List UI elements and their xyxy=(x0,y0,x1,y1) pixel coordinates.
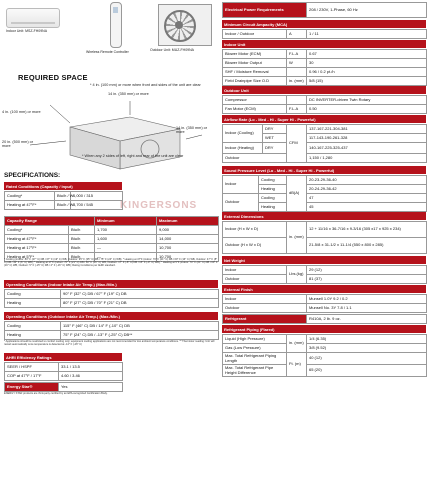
required-space-title: REQUIRED SPACE xyxy=(18,73,88,82)
row-mode: Heating xyxy=(259,185,287,194)
row-label: Max. Total Refrigerant Piping Length xyxy=(223,353,287,365)
ahri-header: AHRI Efficiency Ratings xyxy=(4,353,122,361)
table-row xyxy=(223,275,427,284)
row-value: 140-167-225-325-437 xyxy=(307,143,427,154)
row-label: Heating at 5°F* xyxy=(5,253,69,262)
capacity-range-table xyxy=(4,216,219,262)
mca-table xyxy=(222,29,427,39)
row-value: 115° F (46° C) DB / 14° F (-10° C) DB xyxy=(61,322,219,331)
row-unit: Btu/h / W xyxy=(55,192,71,201)
table-row xyxy=(223,68,427,77)
row-max: 14,000 xyxy=(157,235,219,244)
row-unit: Btu/h xyxy=(69,235,95,244)
row-label: Cooling xyxy=(5,322,61,331)
finish-header: External Finish xyxy=(222,285,426,293)
row-label: Blower Motor Output xyxy=(223,59,287,68)
row-unit: Btu/h xyxy=(69,253,95,262)
finish-table xyxy=(222,294,427,313)
row-value: 30 xyxy=(307,59,427,68)
refrigerant-value: R410A, 2 lb. 9 oz. xyxy=(307,315,427,324)
table-row xyxy=(5,299,219,308)
dim-label-2: 14 in. (350 mm) or more xyxy=(108,92,149,96)
outdoor-unit-caption: Outdoor Unit: MUZ-FH09NA xyxy=(150,48,194,52)
outdoor-unit-table xyxy=(222,95,427,114)
weight-unit: Lbs.(kg) xyxy=(287,266,307,284)
row-label: Cooling* xyxy=(5,192,55,201)
row-label: Heating xyxy=(5,299,61,308)
dimensions-table xyxy=(222,221,427,254)
row-value: 75° F (24° C) DB / -13° F (-25° C) DB** xyxy=(61,331,219,340)
row-label: Fan Motor (ECM) xyxy=(223,105,287,114)
row-mode: Cooling xyxy=(259,176,287,185)
row-max: 10,700 xyxy=(157,244,219,253)
table-row xyxy=(223,335,427,344)
remote-controller-image xyxy=(110,2,122,48)
indoor-temp-table xyxy=(4,289,219,308)
outdoor-unit-header: Outdoor Unit xyxy=(222,86,426,94)
indoor-unit-table xyxy=(222,49,427,86)
row-group: Indoor (Heating) xyxy=(223,143,263,154)
row-unit: Btu/h xyxy=(69,244,95,253)
row-mode: DRY xyxy=(263,143,287,154)
row-label: Compressor xyxy=(223,96,287,105)
row-value: 40 (12) xyxy=(307,353,427,365)
indoor-unit-caption: Indoor Unit: MSZ-FH09NA xyxy=(6,29,48,33)
row-value: 6,000 / 315 xyxy=(71,192,123,201)
table-row xyxy=(223,154,427,163)
row-max: 10,700 xyxy=(157,253,219,262)
row-label: Heating at 17°F* xyxy=(5,244,69,253)
outdoor-temp-footnote: * Applications should be restricted to comfort cooling only; equipment cooling applications are not recommended for low ambient temperature conditions. ** Thermistor reading: Unit will restart automatically once temperature is detected at -14° F (-26° C) xyxy=(4,340,215,347)
table-row xyxy=(223,222,427,238)
table-row xyxy=(223,59,427,68)
required-space-note-top: * 4 in. (100 mm) or more when front and sides of the unit are clear xyxy=(90,83,201,87)
row-unit: in. (mm) xyxy=(287,77,307,86)
table-row xyxy=(5,192,123,201)
power-label: Electrical Power Requirements xyxy=(223,3,307,18)
table-row xyxy=(223,176,427,185)
row-value: 80° F (27° C) DB / 70° F (21° C) DB xyxy=(61,299,219,308)
table-row xyxy=(5,235,219,244)
row-unit: Btu/h xyxy=(69,226,95,235)
table-row xyxy=(223,238,427,254)
row-value: 0.96 / 0.2 pt./h xyxy=(307,68,427,77)
outdoor-unit-image xyxy=(158,4,212,46)
rated-conditions-header: Rated Conditions (Capacity / Input) xyxy=(4,182,122,190)
dim-label-4: 14 in. (350 mm) or more xyxy=(176,126,208,135)
table-row xyxy=(223,353,427,365)
row-value: 90° F (32° C) DB / 67° F (19° C) DB xyxy=(61,290,219,299)
power-table xyxy=(222,2,427,18)
refrigerant-table xyxy=(222,314,427,324)
row-unit: A xyxy=(287,30,307,39)
row-unit: Ft. (m) xyxy=(287,353,307,377)
row-unit xyxy=(287,68,307,77)
table-row xyxy=(5,226,219,235)
row-label: Heating xyxy=(5,331,61,340)
row-value: 5/8 (15) xyxy=(307,77,427,86)
row-mode: DRY xyxy=(263,125,287,134)
table-row xyxy=(223,3,427,18)
row-label: Field Drainpipe Size O.D xyxy=(223,77,287,86)
weight-table xyxy=(222,265,427,284)
airflow-unit: CFM xyxy=(287,125,307,163)
table-row xyxy=(223,30,427,39)
row-label: Indoor (H x W x D) xyxy=(223,222,287,238)
row-unit: in. (mm) xyxy=(287,335,307,353)
row-value: 1 / 11 xyxy=(307,30,427,39)
weight-header: Net Weight xyxy=(222,256,426,264)
row-label: Outdoor (H x W x D) xyxy=(223,238,287,254)
row-value: 0.50 xyxy=(307,105,427,114)
row-value: 21-5/8 x 31-1/2 x 11-1/4 (550 x 800 x 285) xyxy=(307,238,427,254)
row-label: SHF / Moisture Removal xyxy=(223,68,287,77)
row-unit: F.L.A xyxy=(287,105,307,114)
table-row xyxy=(223,344,427,353)
row-unit xyxy=(287,96,307,105)
row-min: — xyxy=(95,244,157,253)
row-value: 65 (20) xyxy=(307,365,427,377)
row-group: Indoor xyxy=(223,176,259,194)
row-value: 81 (37) xyxy=(307,275,427,284)
airflow-header: Airflow Rate (Lo - Med - Hi - Super Hi - Powerful) xyxy=(222,115,426,123)
row-mode: Cooling xyxy=(259,194,287,203)
remote-caption: Wireless Remote Controller xyxy=(86,50,129,54)
row-value: 3/8 (9.52) xyxy=(307,344,427,353)
row-value: 4.60 / 3.46 xyxy=(59,372,123,381)
outdoor-temp-table xyxy=(4,321,219,340)
mca-header: Minimum Circuit Ampacity (MCA) xyxy=(222,20,426,28)
table-row xyxy=(223,304,427,313)
indoor-unit-image xyxy=(6,8,60,28)
table-row xyxy=(5,201,123,210)
row-value: Munsell No. 3Y 7.8 / 1.1 xyxy=(307,304,427,313)
specifications-title: SPECIFICATIONS: xyxy=(4,172,61,179)
row-unit: Btu/h / W xyxy=(55,201,71,210)
table-row xyxy=(223,125,427,134)
table-row xyxy=(223,105,427,114)
table-row xyxy=(223,295,427,304)
sound-table xyxy=(222,175,427,212)
table-row xyxy=(223,194,427,203)
row-label: COP at 47°F / 17°F xyxy=(5,372,59,381)
row-value: 137-167-221-304-381 xyxy=(307,125,427,134)
table-row xyxy=(5,372,123,381)
table-row xyxy=(223,143,427,154)
row-min: 1,700 xyxy=(95,226,157,235)
row-value: 20-24-29-36-42 xyxy=(307,185,427,194)
row-value: 1/4 (6.35) xyxy=(307,335,427,344)
row-value: 117-143-190-261-328 xyxy=(307,134,427,143)
indoor-temp-header: Operating Conditions (Indoor Intake Air Temp.) (Max./Min.) xyxy=(4,280,218,288)
row-value: 47 xyxy=(307,194,427,203)
col-minimum: Minimum xyxy=(95,217,157,226)
row-mode: WET xyxy=(263,134,287,143)
row-value: 0.67 xyxy=(307,50,427,59)
dim-label-1: 4 in. (100 mm) or more xyxy=(2,110,41,114)
row-label: Outdoor xyxy=(223,304,307,313)
ahri-table xyxy=(4,362,123,381)
table-row xyxy=(5,244,219,253)
piping-header: Refrigerant Piping (Flared) xyxy=(222,325,426,333)
row-unit: W xyxy=(287,59,307,68)
sound-header: Sound Pressure Level (Lo - Med - Hi - Super Hi - Powerful) xyxy=(222,166,426,174)
row-value: 45 xyxy=(307,203,427,212)
row-min: 1,600 xyxy=(95,235,157,244)
row-label: Heating at 47°F* xyxy=(5,201,55,210)
table-row xyxy=(5,383,123,392)
row-label: Outdoor xyxy=(223,275,287,284)
rated-conditions-table xyxy=(4,191,123,210)
row-group: Outdoor xyxy=(223,154,287,163)
row-max: 9,000 xyxy=(157,226,219,235)
piping-table xyxy=(222,334,427,377)
row-label: Indoor xyxy=(223,295,307,304)
row-label: Heating at 47°F* xyxy=(5,235,69,244)
energy-star-table xyxy=(4,382,123,392)
row-label: Liquid (High Pressure) xyxy=(223,335,287,344)
row-group: Outdoor xyxy=(223,194,259,212)
required-space-note-bottom: * When any 2 sides of left, right and rear of the unit are clear xyxy=(82,154,184,158)
table-row xyxy=(5,331,219,340)
row-value: 20-23-29-36-40 xyxy=(307,176,427,185)
row-label: Cooling* xyxy=(5,226,69,235)
dimensions-header: External Dimensions xyxy=(222,212,426,220)
table-row xyxy=(5,363,123,372)
row-value: 8,700 / 545 xyxy=(71,201,123,210)
energy-star-value: Yes xyxy=(59,383,123,392)
capacity-range-header: Capacity Range xyxy=(5,217,95,226)
table-row xyxy=(223,50,427,59)
row-value: 1,150 / 1,280 xyxy=(307,154,427,163)
table-row xyxy=(223,77,427,86)
refrigerant-label: Refrigerant xyxy=(223,315,307,324)
indoor-unit-header: Indoor Unit xyxy=(222,40,426,48)
row-label: Cooling xyxy=(5,290,61,299)
row-label: Indoor / Outdoor xyxy=(223,30,287,39)
row-mode: Heating xyxy=(259,203,287,212)
row-value: DC INVERTER-driven Twin Rotary xyxy=(307,96,427,105)
table-row xyxy=(5,322,219,331)
row-unit: F.L.A xyxy=(287,50,307,59)
sound-unit: dB(A) xyxy=(287,176,307,212)
row-label: Indoor xyxy=(223,266,287,275)
col-maximum: Maximum xyxy=(157,217,219,226)
table-row xyxy=(223,96,427,105)
row-label: Gas (Low Pressure) xyxy=(223,344,287,353)
capacity-footnote: * Cooling (indoor: 80° F (27° C) DB / 67° F (19° C) WB, Outdoor: 95° F (35° C) DB / 75° F (24° C) WB); * Heating at 47°F (indoor: 70° F (21° C) DB / 60° F (16° C) WB, Outdoor: 47° F (8° C) DB / 43° F (6° C) WB); * Heating at 17°F (indoor: 70° F (21° C) DB / 60° F (16° C) WB, Outdoor: 17° F (-8° C) DB / 15° F (-9° C) WB); * Heating at 5°F (indoor: 70° F (21° C) DB / 60° F (16° C) WB, Outdoor: 5° F (-15° C) DB / 4° F (-16° C) WB); Rating Conditions per AHRI standard. xyxy=(4,258,218,268)
row-label: Blower Motor (ECM) xyxy=(223,50,287,59)
dim-label-3: 20 in. (500 mm) or more xyxy=(2,140,34,149)
airflow-table xyxy=(222,124,427,163)
row-value: Munsell 1.0Y 9.2 / 0.2 xyxy=(307,295,427,304)
row-value: 33.1 / 13.5 xyxy=(59,363,123,372)
watermark: KINGERSONS xyxy=(120,200,198,211)
row-label: SEER / HSPF xyxy=(5,363,59,372)
row-value: 12 + 11/16 x 36-7/16 x 9-3/16 (305 x17 x 925 x 234) xyxy=(307,222,427,238)
table-row xyxy=(5,290,219,299)
table-row xyxy=(223,365,427,377)
power-value: 208 / 230V, 1-Phase, 60 Hz xyxy=(307,3,427,18)
table-row xyxy=(223,315,427,324)
row-min: — xyxy=(95,253,157,262)
fan-icon xyxy=(164,10,196,42)
table-row xyxy=(223,266,427,275)
outdoor-temp-header: Operating Conditions (Outdoor Intake Air Temp.) (Max./Min.) xyxy=(4,312,218,320)
row-group: Indoor (Cooling) xyxy=(223,125,263,143)
row-label: Max. Total Refrigerant Pipe Height Difference xyxy=(223,365,287,377)
row-unit: in. (mm) xyxy=(287,222,307,254)
row-value: 29 (12) xyxy=(307,266,427,275)
energy-star-label: Energy Star® xyxy=(5,383,59,392)
energy-star-note: ENERGY STAR products are third-party certified by an EPA-recognized Certification Body. xyxy=(4,392,108,395)
